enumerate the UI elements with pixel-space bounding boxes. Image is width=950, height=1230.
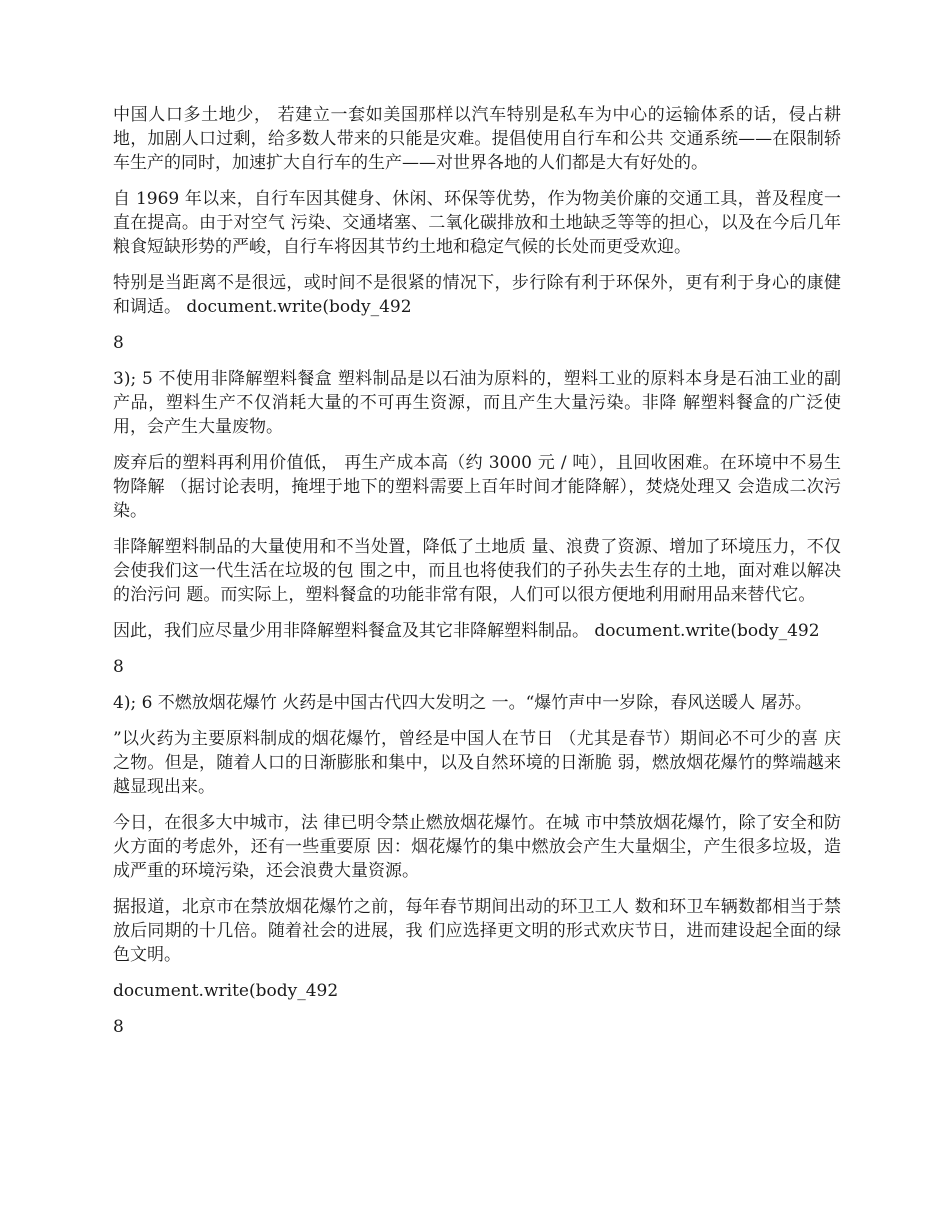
paragraph-9: 8 [113, 657, 124, 677]
paragraph-13: 据报道，北京市在禁放烟花爆竹之前，每年春节期间出动的环卫工人 数和环卫车辆数都相当于禁放后同期的十几倍。随着社会的进展，我 们应选择更文明的形式欢庆节日，进而建设起全面的绿色文明。 [113, 897, 841, 965]
paragraph-11: ”以火药为主要原料制成的烟花爆竹，曾经是中国人在节日 （尤其是春节）期间必不可少的喜 庆之物。但是，随着人口的日渐膨胀和集中，以及自然环境的日渐脆 弱，燃放烟花爆竹的弊端越来越显现出来。 [113, 729, 841, 797]
paragraph-6: 废弃后的塑料再利用价值低， 再生产成本高（约 3000 元 / 吨），且回收困难。在环境中不易生物降解 （据讨论表明，掩埋于地下的塑料需要上百年时间才能降解），焚烧处理又 会造成二次污染。 [113, 453, 841, 521]
document-body [113, 103, 841, 1051]
paragraph-12: 今日，在很多大中城市，法 律已明令禁止燃放烟花爆竹。在城 市中禁放烟花爆竹，除了安全和防火方面的考虑外，还有一些重要原 因：烟花爆竹的集中燃放会产生大量烟尘，产生很多垃圾，造成严重的环境污染，还会浪费大量资源。 [113, 813, 841, 881]
paragraph-4: 8 [113, 333, 124, 353]
paragraph-10: 4); 6 不燃放烟花爆竹 火药是中国古代四大发明之 一。“爆竹声中一岁除，春风送暖人 屠苏。 [113, 693, 812, 713]
paragraph-15: 8 [113, 1017, 124, 1037]
paragraph-1: 中国人口多土地少， 若建立一套如美国那样以汽车特别是私车为中心的运输体系的话，侵占耕地，加剧人口过剩，给多数人带来的只能是灾难。提倡使用自行车和公共 交通系统——在限制轿车生产的同时，加速扩大自行车的生产——对世界各地的人们都是大有好处的。 [113, 105, 841, 173]
paragraph-8: 因此，我们应尽量少用非降解塑料餐盒及其它非降解塑料制品。 document.write(body_492 [113, 621, 820, 641]
paragraph-2: 自 1969 年以来，自行车因其健身、休闲、环保等优势，作为物美价廉的交通工具，普及程度一直在提高。由于对空气 污染、交通堵塞、二氧化碳排放和土地缺乏等等的担心，以及在今后几年 粮食短缺形势的严峻，自行车将因其节约土地和稳定气候的长处而更受欢迎。 [113, 189, 841, 257]
paragraph-14: document.write(body_492 [113, 981, 339, 1001]
paragraph-3: 特别是当距离不是很远，或时间不是很紧的情况下，步行除有利于环保外，更有利于身心的康健和调适。 document.write(body_492 [113, 273, 841, 317]
paragraph-7: 非降解塑料制品的大量使用和不当处置，降低了土地质 量、浪费了资源、增加了环境压力，不仅会使我们这一代生活在垃圾的包 围之中，而且也将使我们的子孙失去生存的土地，面对难以解决的治污问 题。而实际上，塑料餐盒的功能非常有限，人们可以很方便地利用耐用品来替代它。 [113, 537, 841, 605]
paragraph-5: 3); 5 不使用非降解塑料餐盒 塑料制品是以石油为原料的，塑料工业的原料本身是石油工业的副 产品，塑料生产不仅消耗大量的不可再生资源，而且产生大量污染。非降 解塑料餐盒的广泛使用，会产生大量废物。 [113, 369, 841, 437]
